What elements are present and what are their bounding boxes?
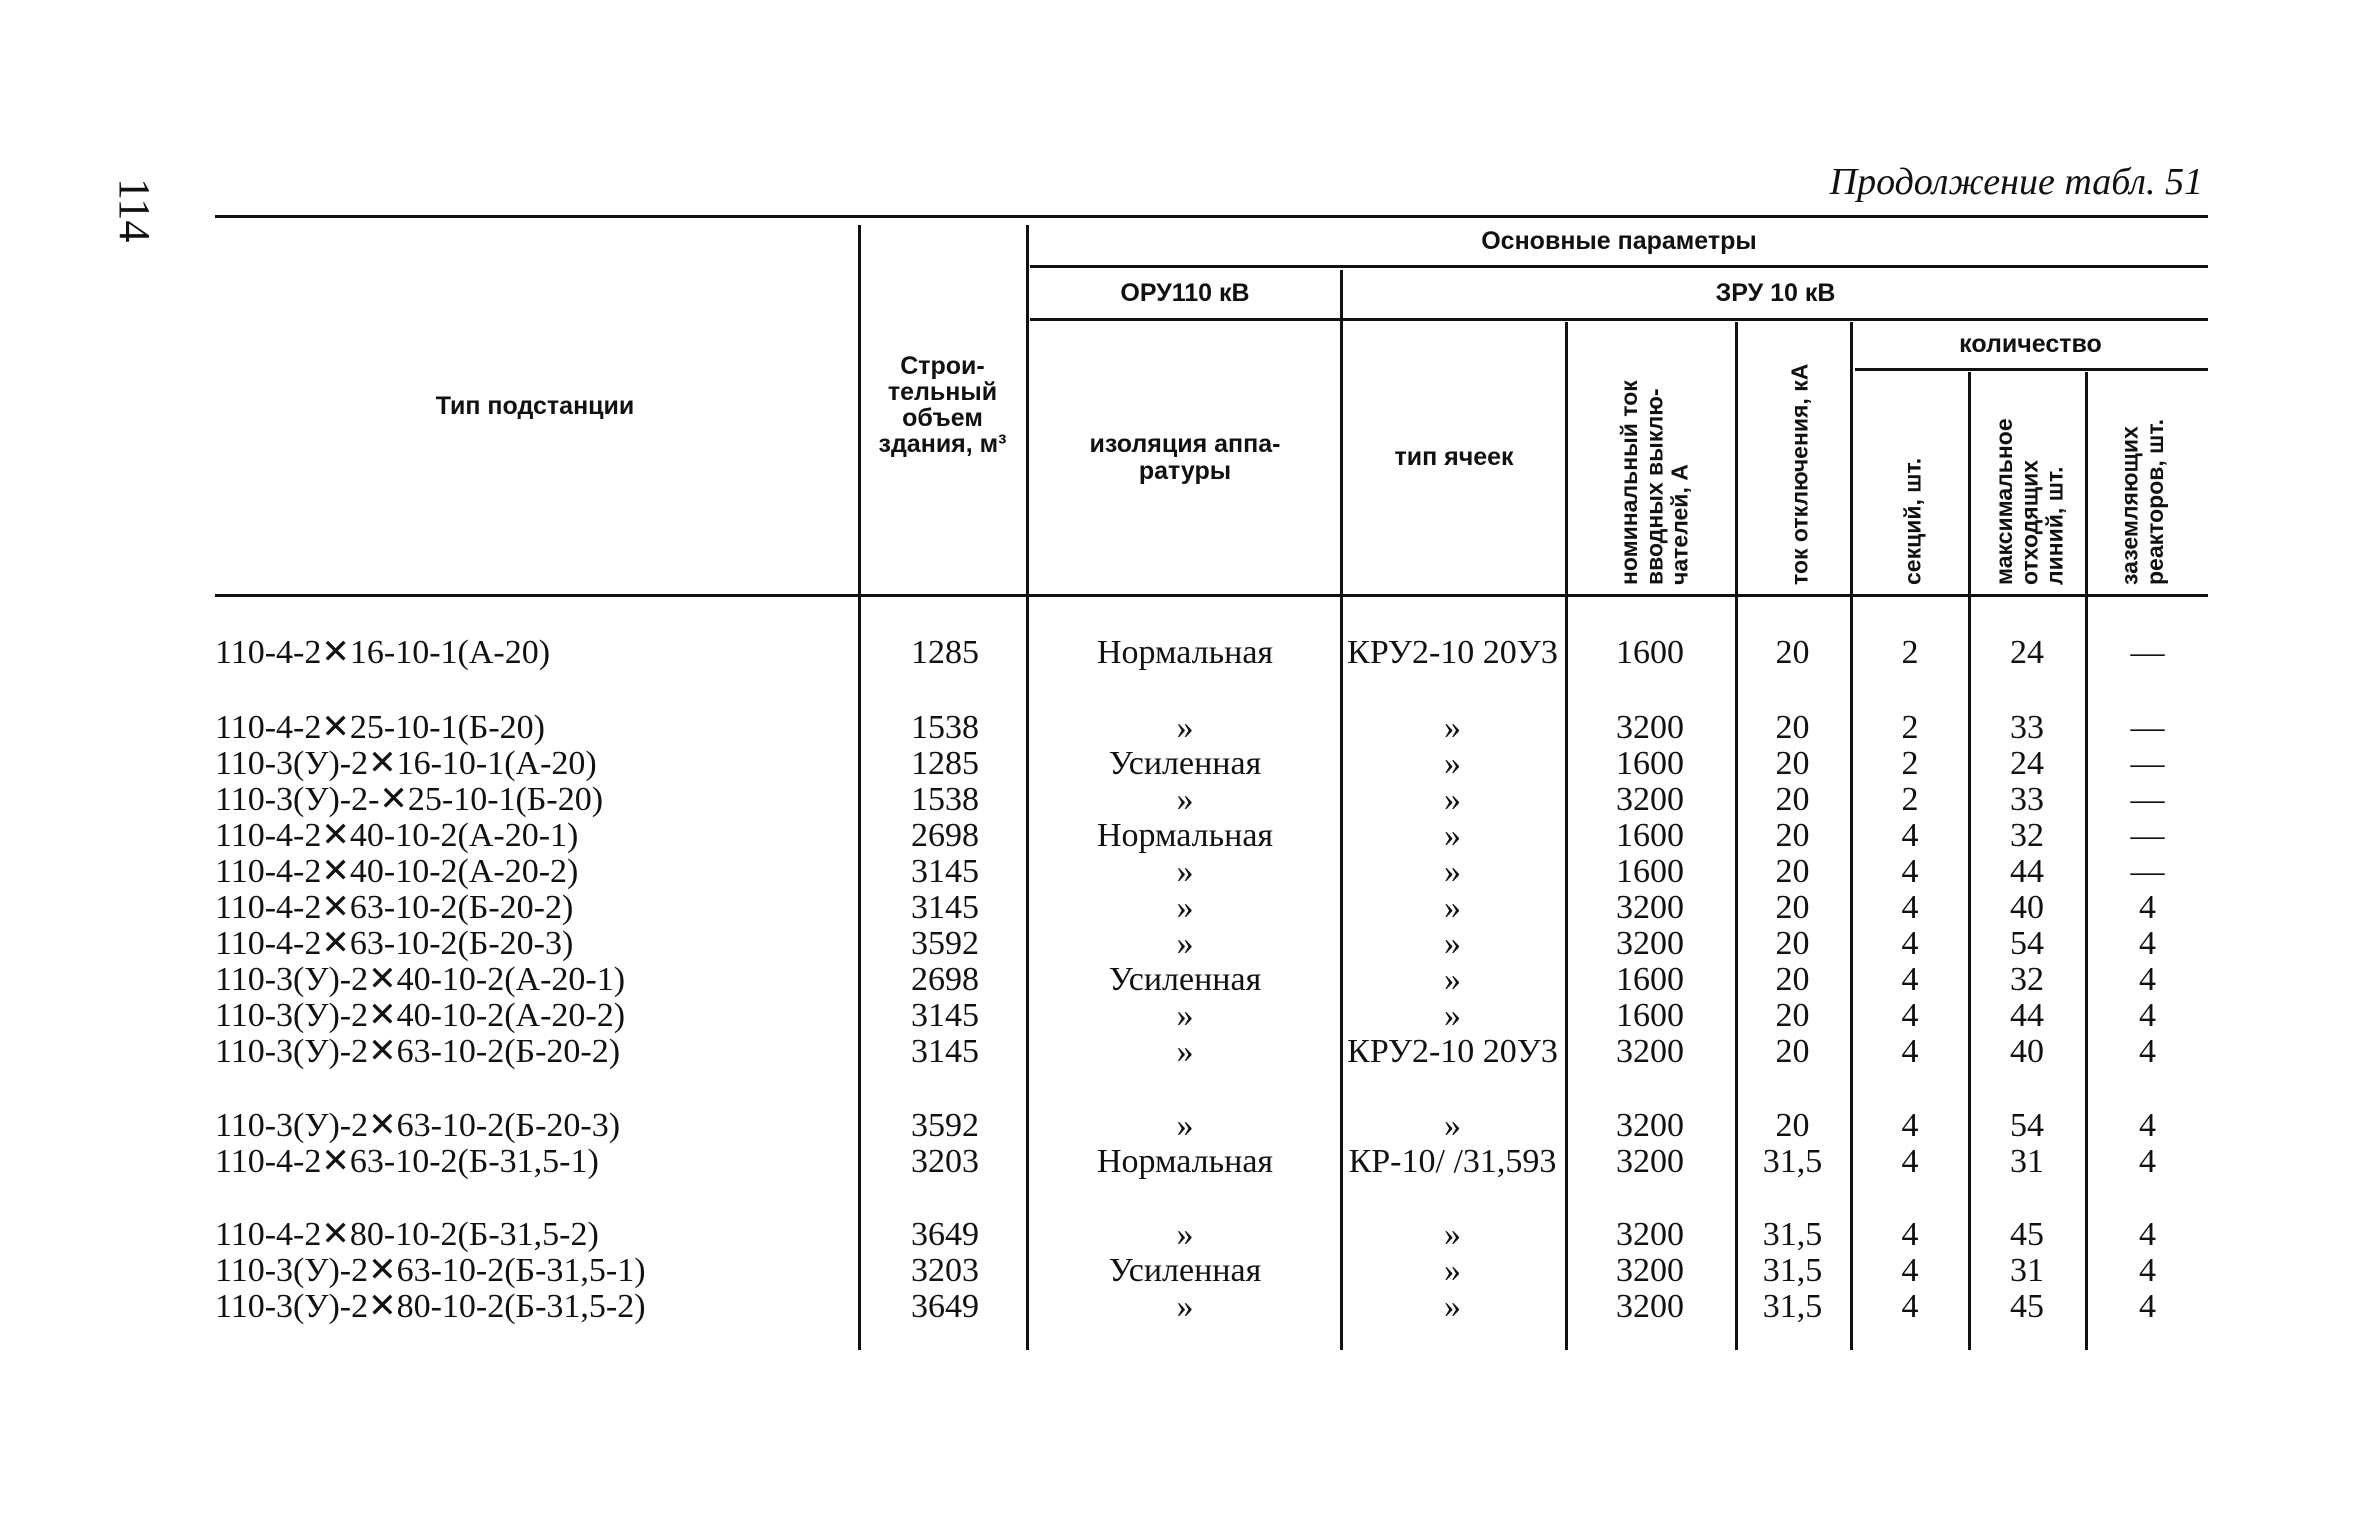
cell-insulation: Нормальная [1096,634,1274,671]
cell-insulation: » [1176,781,1194,818]
rule-quantity [1855,368,2208,371]
cell-volume: 2698 [911,961,979,998]
cell-breaking-current: 31,5 [1762,1288,1823,1325]
cell-breaking-current: 20 [1775,997,1810,1034]
cell-insulation: » [1176,889,1194,926]
cell-breaking-current: 31,5 [1762,1252,1823,1289]
header-cell-type: тип ячеек [1394,443,1514,472]
col-divider-5 [1735,322,1738,1350]
cell-max-lines: 54 [2010,1107,2044,1144]
cell-cell-type: КР-10/ /31,593 [1348,1143,1557,1180]
cell-max-lines: 45 [2010,1216,2044,1253]
cell-reactors: 4 [2139,925,2156,962]
cell-volume: 1285 [911,634,979,671]
cell-reactors: 4 [2139,1252,2156,1289]
header-quantity: количество [1959,330,2102,359]
cell-type-name: 110-4-2✕40-10-2(А-20-2) [215,853,579,890]
cell-nominal-current: 1600 [1616,745,1684,782]
cell-max-lines: 33 [2010,709,2044,746]
cell-volume: 3649 [911,1288,979,1325]
cell-breaking-current: 20 [1775,709,1810,746]
cell-reactors: 4 [2139,889,2156,926]
col-divider-6 [1850,322,1853,1350]
cell-type-name: 110-3(У)-2✕63-10-2(Б-20-3) [215,1107,621,1144]
cell-type-name: 110-4-2✕63-10-2(Б-20-2) [215,889,574,926]
header-main-params: Основные параметры [1481,227,1757,256]
cell-breaking-current: 20 [1775,817,1810,854]
header-insulation: изоляция аппа-ратуры [1089,430,1281,485]
cell-sections: 4 [1901,925,1919,962]
cell-volume: 2698 [911,817,979,854]
cell-reactors: — [2130,817,2165,854]
cell-sections: 4 [1901,1033,1919,1070]
cell-sections: 4 [1901,889,1919,926]
cell-type-name: 110-3(У)-2✕63-10-2(Б-20-2) [215,1033,621,1070]
cell-nominal-current: 3200 [1616,1288,1684,1325]
cell-reactors: 4 [2139,961,2156,998]
cell-nominal-current: 1600 [1616,634,1684,671]
cell-breaking-current: 20 [1775,745,1810,782]
cell-cell-type: » [1444,709,1461,746]
cell-reactors: 4 [2139,1143,2156,1180]
cell-nominal-current: 3200 [1616,1252,1684,1289]
cell-reactors: 4 [2139,997,2156,1034]
cell-max-lines: 31 [2010,1143,2044,1180]
cell-insulation: » [1176,709,1194,746]
cell-sections: 2 [1901,709,1919,746]
cell-insulation: » [1176,1288,1194,1325]
cell-sections: 2 [1901,745,1919,782]
cell-type-name: 110-4-2✕63-10-2(Б-20-3) [215,925,574,962]
cell-nominal-current: 1600 [1616,853,1684,890]
cell-max-lines: 44 [2010,997,2044,1034]
cell-breaking-current: 20 [1775,781,1810,818]
cell-max-lines: 40 [2010,1033,2044,1070]
cell-insulation: Усиленная [1108,961,1262,998]
cell-volume: 3203 [911,1252,979,1289]
cell-volume: 1285 [911,745,979,782]
cell-cell-type: » [1444,1288,1461,1325]
cell-volume: 3592 [911,925,979,962]
cell-nominal-current: 3200 [1616,1033,1684,1070]
cell-sections: 2 [1901,634,1919,671]
header-oru: ОРУ110 кВ [1120,278,1250,307]
cell-sections: 2 [1901,781,1919,818]
cell-cell-type: КРУ2-10 20У3 [1347,634,1558,671]
cell-reactors: 4 [2139,1033,2156,1070]
cell-breaking-current: 20 [1775,1107,1810,1144]
cell-nominal-current: 3200 [1616,709,1684,746]
cell-breaking-current: 20 [1775,1033,1810,1070]
cell-breaking-current: 20 [1775,961,1810,998]
cell-type-name: 110-4-2✕16-10-1(А-20) [215,634,551,671]
cell-insulation: Усиленная [1108,745,1262,782]
cell-sections: 4 [1901,1216,1919,1253]
cell-type-name: 110-4-2✕25-10-1(Б-20) [215,709,546,746]
cell-max-lines: 40 [2010,889,2044,926]
cell-max-lines: 24 [2010,745,2044,782]
cell-breaking-current: 31,5 [1762,1143,1823,1180]
cell-breaking-current: 20 [1775,925,1810,962]
page-number: 114 [110,178,159,243]
cell-cell-type: » [1444,925,1461,962]
col-divider-2 [1026,225,1029,1350]
cell-cell-type: » [1444,961,1461,998]
cell-volume: 3592 [911,1107,979,1144]
cell-insulation: » [1176,925,1194,962]
cell-type-name: 110-3(У)-2-✕25-10-1(Б-20) [215,781,604,818]
cell-max-lines: 44 [2010,853,2044,890]
cell-sections: 4 [1901,1288,1919,1325]
cell-sections: 4 [1901,1252,1919,1289]
cell-volume: 1538 [911,781,979,818]
cell-volume: 1538 [911,709,979,746]
header-reactors: заземляющих реакторов, шт. [2116,419,2168,585]
cell-cell-type: » [1444,745,1461,782]
cell-sections: 4 [1901,961,1919,998]
header-type: Тип подстанции [435,391,635,420]
cell-type-name: 110-4-2✕63-10-2(Б-31,5-1) [215,1143,599,1180]
cell-breaking-current: 20 [1775,889,1810,926]
cell-cell-type: » [1444,1252,1461,1289]
cell-reactors: 4 [2139,1107,2156,1144]
cell-sections: 4 [1901,1143,1919,1180]
cell-type-name: 110-3(У)-2✕40-10-2(А-20-1) [215,961,626,998]
cell-type-name: 110-3(У)-2✕80-10-2(Б-31,5-2) [215,1288,646,1325]
header-bottom-rule [215,594,2208,597]
cell-nominal-current: 1600 [1616,817,1684,854]
cell-cell-type: » [1444,853,1461,890]
cell-nominal-current: 3200 [1616,1143,1684,1180]
cell-type-name: 110-4-2✕80-10-2(Б-31,5-2) [215,1216,599,1253]
cell-cell-type: » [1444,889,1461,926]
cell-nominal-current: 3200 [1616,925,1684,962]
cell-insulation: Усиленная [1108,1252,1262,1289]
cell-reactors: — [2130,745,2165,782]
cell-volume: 3145 [911,1033,979,1070]
cell-max-lines: 31 [2010,1252,2044,1289]
cell-type-name: 110-3(У)-2✕40-10-2(А-20-2) [215,997,626,1034]
header-sections: секций, шт. [1899,457,1926,585]
cell-reactors: — [2130,709,2165,746]
cell-reactors: — [2130,634,2165,671]
cell-insulation: Нормальная [1096,1143,1274,1180]
cell-volume: 3145 [911,997,979,1034]
cell-volume: 3145 [911,853,979,890]
cell-sections: 4 [1901,853,1919,890]
cell-sections: 4 [1901,1107,1919,1144]
header-zru: ЗРУ 10 кВ [1715,278,1836,307]
col-divider-8 [2085,372,2088,1350]
col-divider-7 [1968,372,1971,1350]
cell-reactors: — [2130,853,2165,890]
table-caption: Продолжение табл. 51 [1829,161,2203,203]
cell-insulation: » [1176,1216,1194,1253]
cell-cell-type: » [1444,1216,1461,1253]
cell-max-lines: 24 [2010,634,2044,671]
cell-nominal-current: 3200 [1616,889,1684,926]
cell-type-name: 110-3(У)-2✕63-10-2(Б-31,5-1) [215,1252,646,1289]
cell-insulation: » [1176,1107,1194,1144]
cell-max-lines: 54 [2010,925,2044,962]
cell-sections: 4 [1901,997,1919,1034]
cell-cell-type: » [1444,781,1461,818]
cell-reactors: 4 [2139,1288,2156,1325]
cell-nominal-current: 3200 [1616,1216,1684,1253]
cell-sections: 4 [1901,817,1919,854]
header-max-lines: максимальное отходящих линий, шт. [1991,418,2068,585]
cell-insulation: » [1176,853,1194,890]
cell-nominal-current: 3200 [1616,781,1684,818]
header-breaking-current: ток отключения, кА [1786,363,1813,585]
cell-cell-type: » [1444,997,1461,1034]
cell-type-name: 110-4-2✕40-10-2(А-20-1) [215,817,579,854]
col-divider-1 [858,225,861,1350]
cell-breaking-current: 20 [1775,853,1810,890]
cell-volume: 3649 [911,1216,979,1253]
cell-breaking-current: 20 [1775,634,1810,671]
cell-volume: 3145 [911,889,979,926]
cell-nominal-current: 3200 [1616,1107,1684,1144]
cell-insulation: » [1176,997,1194,1034]
cell-insulation: Нормальная [1096,817,1274,854]
cell-breaking-current: 31,5 [1762,1216,1823,1253]
header-volume: Строи-тельный объем здания, м³ [878,351,1007,459]
cell-max-lines: 32 [2010,961,2044,998]
cell-volume: 3203 [911,1143,979,1180]
cell-cell-type: » [1444,1107,1461,1144]
cell-max-lines: 32 [2010,817,2044,854]
col-divider-4 [1565,322,1568,1350]
cell-cell-type: » [1444,817,1461,854]
cell-insulation: » [1176,1033,1194,1070]
cell-type-name: 110-3(У)-2✕16-10-1(А-20) [215,745,597,782]
cell-nominal-current: 1600 [1616,997,1684,1034]
cell-max-lines: 45 [2010,1288,2044,1325]
cell-cell-type: КРУ2-10 20У3 [1347,1033,1558,1070]
cell-nominal-current: 1600 [1616,961,1684,998]
cell-reactors: 4 [2139,1216,2156,1253]
cell-reactors: — [2130,781,2165,818]
cell-max-lines: 33 [2010,781,2044,818]
header-nominal-current: номинальный ток вводных выклю-чателей, А [1616,380,1693,585]
